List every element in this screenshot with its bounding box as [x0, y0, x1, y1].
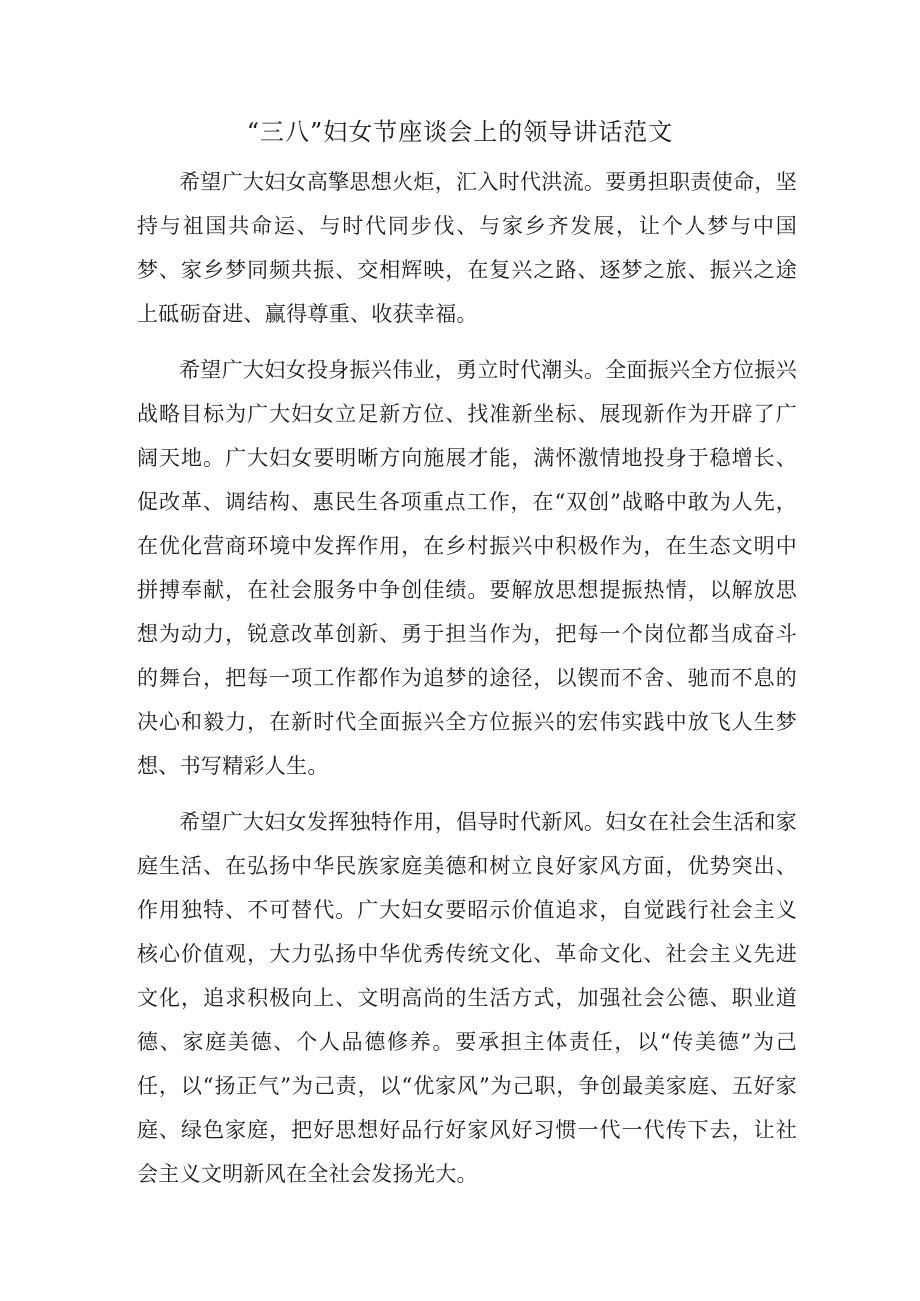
document-body [137, 160, 797, 1208]
document-title: “三八”妇女节座谈会上的领导讲话范文 [246, 118, 674, 146]
paragraph-1: 希望广大妇女高擎思想火炬，汇入时代洪流。要勇担职责使命，坚持与祖国共命运、与时代同步伐、与家乡齐发展，让个人梦与中国梦、家乡梦同频共振、交相辉映，在复兴之路、逐梦之旅、振兴之途上砥砺奋进、赢得尊重、收获幸福。 [137, 170, 797, 326]
paragraph-2: 希望广大妇女投身振兴伟业，勇立时代潮头。全面振兴全方位振兴战略目标为广大妇女立足新方位、找准新坐标、展现新作为开辟了广阔天地。广大妇女要明晰方向施展才能，满怀激情地投身于稳增长、促改革、调结构、惠民生各项重点工作，在“双创”战略中敢为人先，在优化营商环境中发挥作用，在乡村振兴中积极作为，在生态文明中拼搏奉献，在社会服务中争创佳绩。要解放思想提振热情，以解放思想为动力，锐意改革创新、勇于担当作为，把每一个岗位都当成奋斗的舞台，把每一项工作都作为追梦的途径，以锲而不舍、驰而不息的决心和毅力，在新时代全面振兴全方位振兴的宏伟实践中放飞人生梦想、书写精彩人生。 [137, 358, 797, 778]
paragraph-3: 希望广大妇女发挥独特作用，倡导时代新风。妇女在社会生活和家庭生活、在弘扬中华民族家庭美德和树立良好家风方面，优势突出、作用独特、不可替代。广大妇女要昭示价值追求，自觉践行社会主义核心价值观，大力弘扬中华优秀传统文化、革命文化、社会主义先进文化，追求积极向上、文明高尚的生活方式，加强社会公德、职业道德、家庭美德、个人品德修养。要承担主体责任，以“传美德”为己任，以“扬正气”为己责，以“优家风”为己职，争创最美家庭、五好家庭、绿色家庭，把好思想好品行好家风好习惯一代一代传下去，让社会主义文明新风在全社会发扬光大。 [137, 810, 797, 1186]
